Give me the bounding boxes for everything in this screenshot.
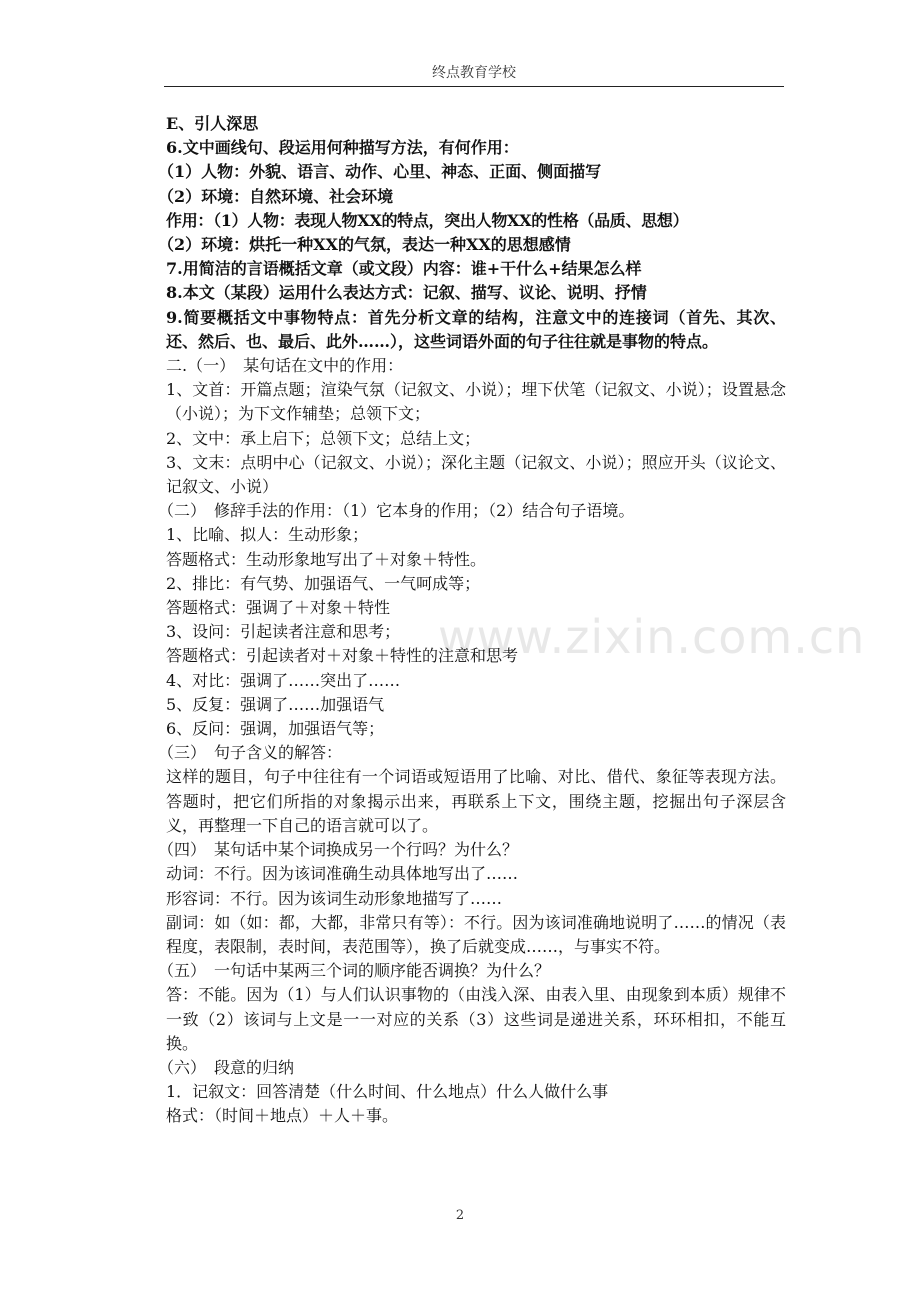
text-line: （1）人物：外貌、语言、动作、心里、神态、正面、侧面描写: [158, 162, 602, 182]
text-paragraph: 1、文首：开篇点题；渲染气氛（记叙文、小说）；埋下伏笔（记叙文、小说）；设置悬念（小说）；为下文作辅垫；总领下文；: [166, 380, 786, 424]
page-number: 2: [455, 1208, 465, 1223]
text-line: 答题格式：引起读者对＋对象＋特性的注意和思考: [166, 646, 519, 666]
text-line: 2、排比：有气势、加强语气、一气呵成等；: [166, 573, 481, 593]
text-line: E、引人深思: [166, 114, 259, 133]
text-line: 格式：（时间＋地点）＋人＋事。: [166, 1106, 399, 1126]
text-line: 5、反复：强调了……加强语气: [166, 694, 385, 714]
text-paragraph: 3、文末：点明中心（记叙文、小说）；深化主题（记叙文、小说）；照应开头（议论文、记叙文、小说）: [166, 452, 786, 497]
section-heading: 二.（一） 某句话在文中的作用：: [166, 356, 404, 376]
text-line: 6.文中画线句、段运用何种描写方法，有何作用：: [166, 138, 519, 158]
text-line: 6、反问：强调，加强语气等；: [166, 719, 385, 739]
text-line: 1、比喻、拟人：生动形象；: [166, 525, 369, 545]
text-line: （2）环境：自然环境、社会环境: [158, 186, 394, 206]
section-heading: （二） 修辞手法的作用：（1）它本身的作用；（2）结合句子语境。: [158, 501, 635, 521]
section-heading: （六） 段意的归纳: [158, 1057, 295, 1077]
text-line: 8.本文（某段）运用什么表达方式：记叙、描写、议论、说明、抒情: [166, 283, 647, 303]
watermark: www.zixin.com.cn: [438, 610, 866, 664]
text-line: 3、设问：引起读者注意和思考；: [166, 622, 401, 642]
text-line: 7.用简洁的言语概括文章（或文段）内容：谁+干什么+结果怎么样: [166, 259, 642, 279]
text-line: 4、对比：强调了……突出了……: [166, 670, 401, 690]
document-body: [158, 112, 786, 1129]
section-heading: （五） 一句话中某两三个词的顺序能否调换？为什么？: [158, 961, 551, 981]
text-paragraph: 答：不能。因为（1）与人们认识事物的（由浅入深、由表入里、由现象到本质）规律不一致（2）该词与上文是一一对应的关系（3）这些词是递进关系，环环相扣，不能互换。: [166, 985, 786, 1053]
header-rule: [164, 86, 784, 87]
text-line: 作用：（1）人物：表现人物XX的特点，突出人物XX的性格（品质、思想）: [166, 210, 689, 230]
text-line: 答题格式：生动形象地写出了＋对象＋特性。: [166, 549, 487, 569]
text-line: 动词：不行。因为该词准确生动具体地写出了……: [166, 864, 519, 884]
text-line: 2、文中：承上启下；总领下文；总结上文；: [166, 428, 481, 448]
section-heading: （三） 句子含义的解答：: [158, 743, 343, 763]
text-paragraph: 这样的题目，句子中往往有一个词语或短语用了比喻、对比、借代、象征等表现方法。答题时，把它们所指的对象揭示出来，再联系上下文，围绕主题，挖掘出句子深层含义，再整理一下自己的语言就可以了。: [166, 767, 786, 835]
page-header: 终点教育学校: [432, 65, 516, 81]
text-line: 1．记叙文：回答清楚（什么时间、什么地点）什么人做什么事: [166, 1082, 609, 1102]
text-line: （2）环境：烘托一种XX的气氛，表达一种XX的思想感情: [158, 235, 571, 255]
text-paragraph: 副词：如（如：都，大都，非常只有等）：不行。因为该词准确地说明了……的情况（表程度，表限制，表时间，表范围等），换了后就变成……，与事实不符。: [166, 912, 786, 956]
text-paragraph: 9.简要概括文中事物特点：首先分析文章的结构，注意文中的连接词（首先、其次、还、然后、也、最后、此外……），这些词语外面的句子往往就是事物的特点。: [166, 307, 786, 351]
text-line: 答题格式：强调了＋对象＋特性: [166, 598, 391, 618]
text-line: 形容词：不行。因为该词生动形象地描写了……: [166, 888, 503, 908]
section-heading: （四） 某句话中某个词换成另一个行吗？为什么？: [158, 840, 519, 860]
